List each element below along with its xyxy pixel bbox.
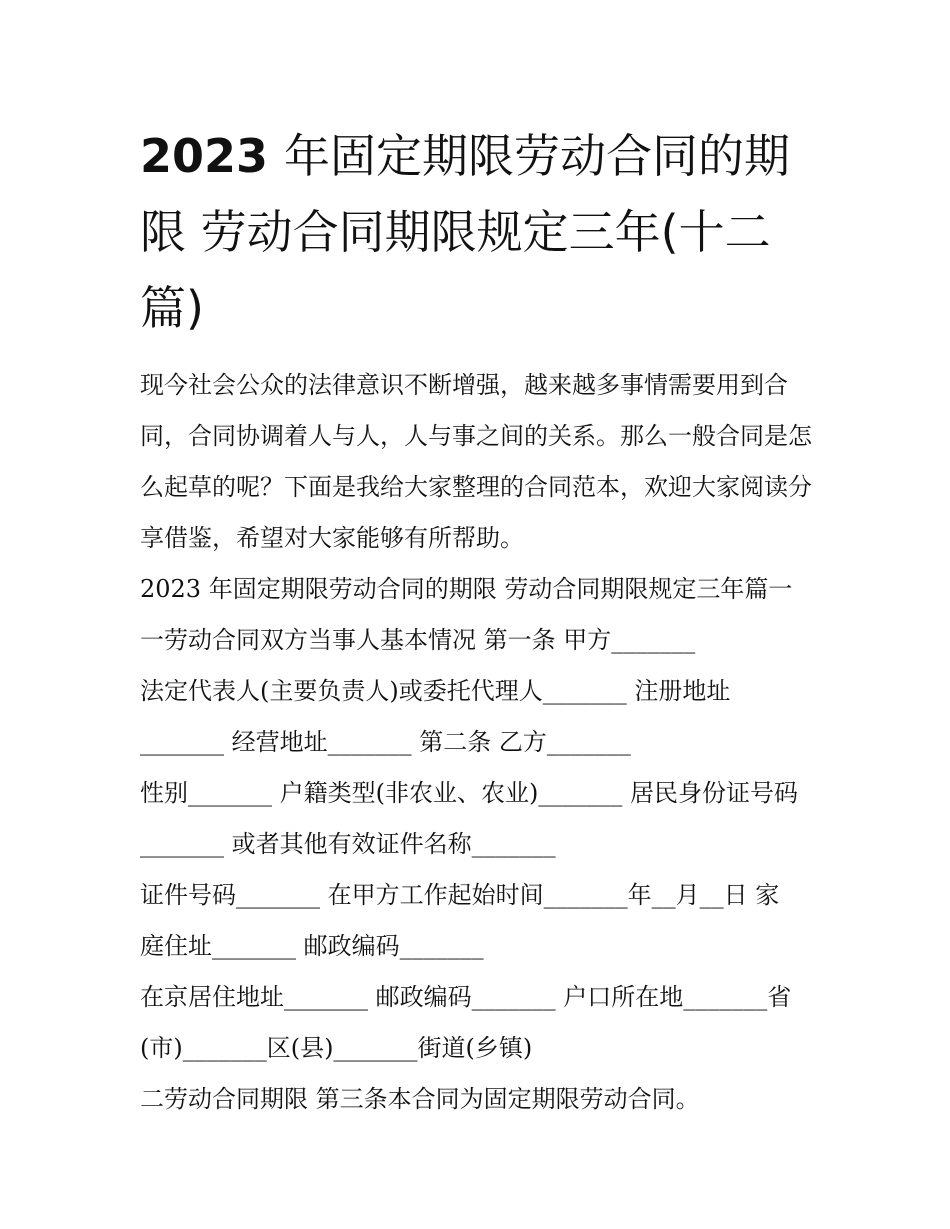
- intro-paragraph: 现今社会公众的法律意识不断增强，越来越多事情需要用到合同，合同协调着人与人，人与事之间的关系。那么一般合同是怎么起草的呢？下面是我给大家整理的合同范本，欢迎大家阅读分享借鉴，希望对大家能够有所帮助。: [140, 371, 812, 552]
- body-line: 证件号码_______ 在甲方工作起始时间_______年__月__日 家: [140, 881, 780, 909]
- body-line: _______ 或者其他有效证件名称_______: [140, 830, 556, 858]
- body-line: 庭住址_______ 邮政编码_______: [140, 932, 484, 960]
- document-title: [140, 118, 820, 346]
- body-line: 法定代表人(主要负责人)或委托代理人_______ 注册地址: [140, 677, 731, 705]
- body-line: (市)_______区(县)_______街道(乡镇): [140, 1034, 533, 1062]
- title-year: 2023: [140, 129, 269, 183]
- body-line: 一劳动合同双方当事人基本情况 第一条 甲方_______: [140, 626, 696, 654]
- body-line: 在京居住地址_______ 邮政编码_______ 户口所在地_______省: [140, 983, 792, 1011]
- body-line: 二劳动合同期限 第三条本合同为固定期限劳动合同。: [140, 1085, 700, 1113]
- body-line: _______ 经营地址_______ 第二条 乙方_______: [140, 728, 631, 756]
- body-line: 性别_______ 户籍类型(非农业、农业)_______ 居民身份证号码: [140, 779, 798, 807]
- section-heading: 2023 年固定期限劳动合同的期限 劳动合同期限规定三年篇一: [140, 575, 793, 603]
- title-text: 年固定期限劳动合同的期限 劳动合同期限规定三年(十二篇): [140, 129, 791, 335]
- document-page: [140, 118, 820, 1125]
